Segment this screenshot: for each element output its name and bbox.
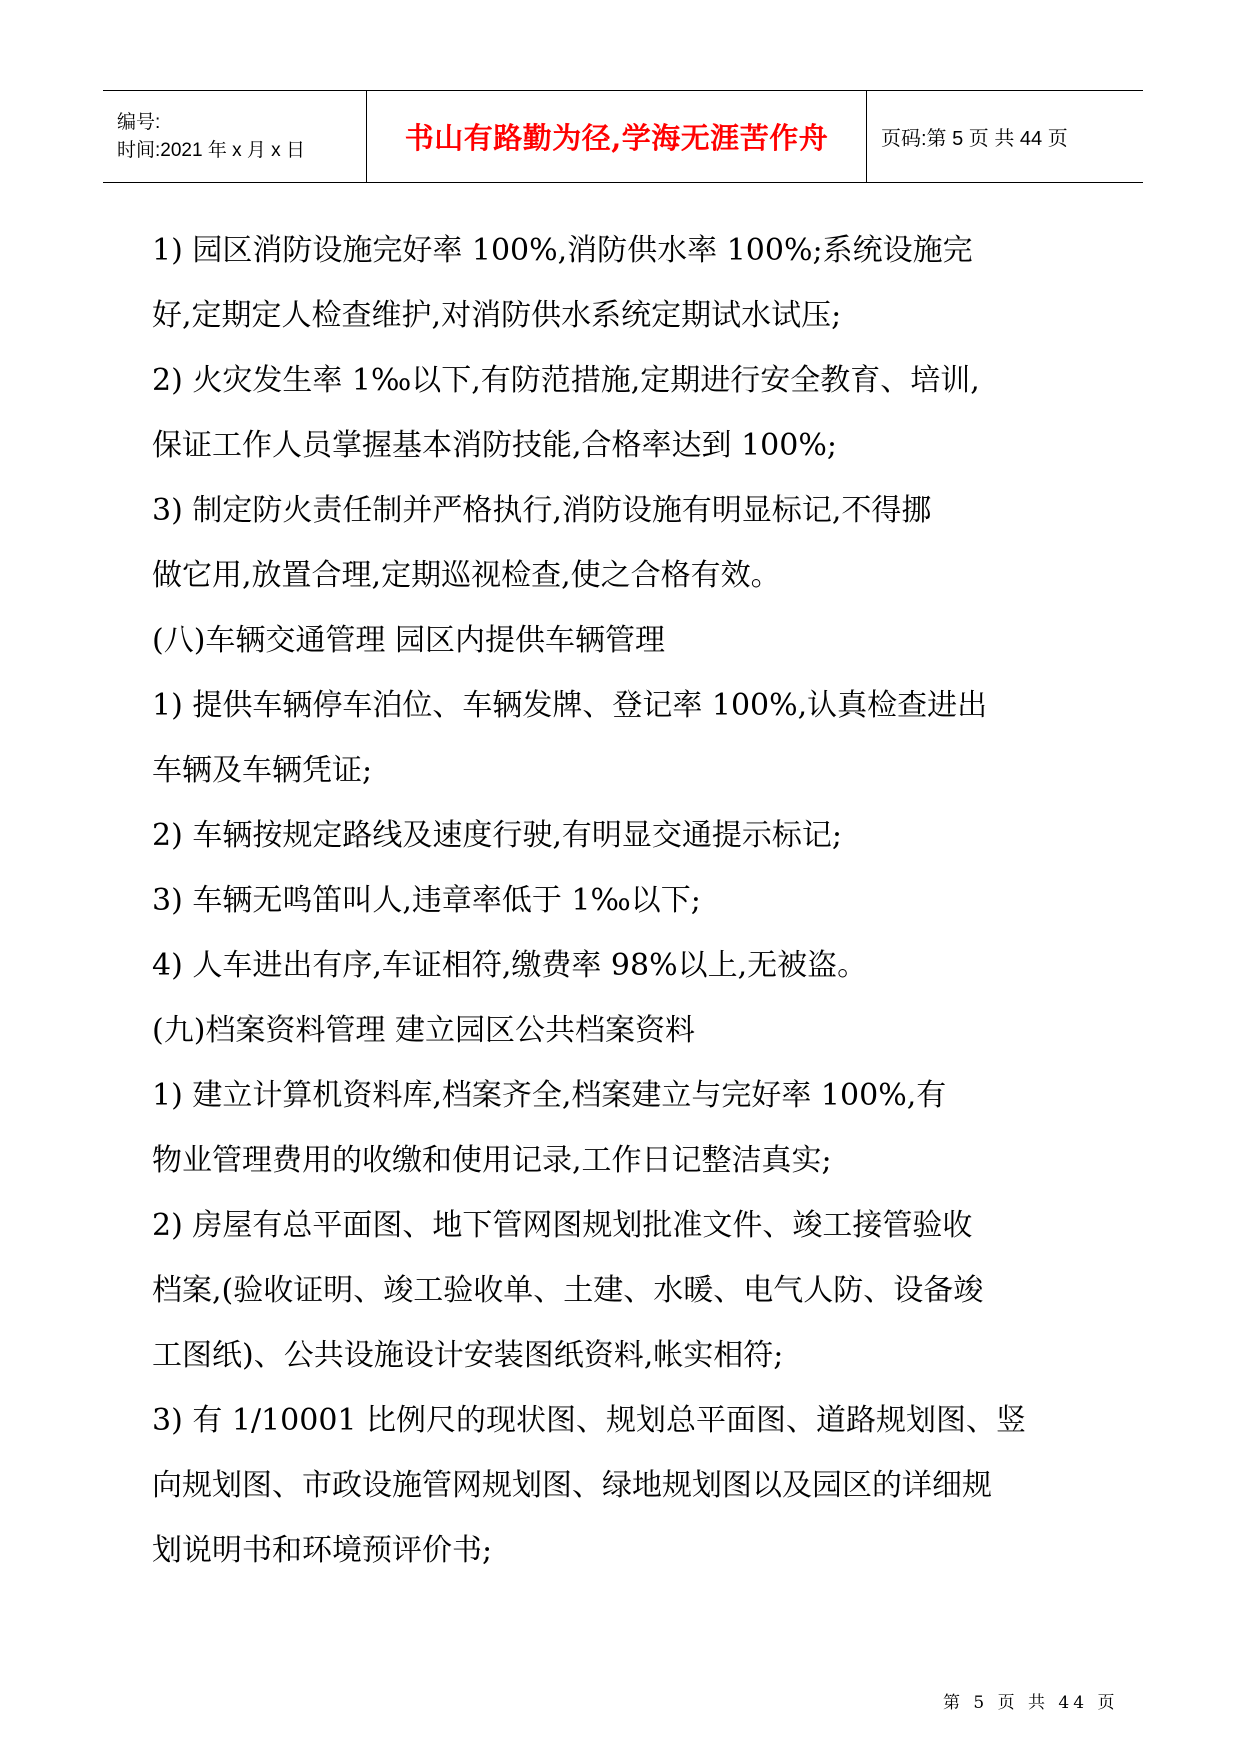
text-line: 向规划图、市政设施管网规划图、绿地规划图以及园区的详细规 — [152, 1468, 992, 1503]
text-line: 物业管理费用的收缴和使用记录,工作日记整洁真实; — [152, 1143, 832, 1178]
text-line: 1) 园区消防设施完好率 100%,消防供水率 100%;系统设施完 — [152, 233, 973, 268]
document-number: 编号: — [117, 111, 161, 133]
section-heading: (八)车辆交通管理 园区内提供车辆管理 — [152, 623, 665, 658]
text-line: 做它用,放置合理,定期巡视检查,使之合格有效。 — [152, 558, 781, 593]
body-text — [152, 218, 1112, 1583]
header-motto: 书山有路勤为径,学海无涯苦作舟 — [404, 121, 829, 155]
header-motto-cell — [367, 91, 867, 182]
text-line: 划说明书和环境预评价书; — [152, 1533, 493, 1568]
text-line: 工图纸)、公共设施设计安装图纸资料,帐实相符; — [152, 1338, 784, 1373]
text-line: 1) 提供车辆停车泊位、车辆发牌、登记率 100%,认真检查进出 — [152, 688, 988, 723]
text-line: 4) 人车进出有序,车证相符,缴费率 98%以上,无被盗。 — [152, 948, 868, 983]
text-line: 2) 车辆按规定路线及速度行驶,有明显交通提示标记; — [152, 818, 842, 853]
text-line: 3) 车辆无鸣笛叫人,违章率低于 1‰以下; — [152, 883, 701, 918]
page-header — [103, 90, 1143, 183]
text-line: 车辆及车辆凭证; — [152, 753, 373, 788]
text-line: 3) 有 1/10001 比例尺的现状图、规划总平面图、道路规划图、竖 — [152, 1403, 1027, 1438]
document-date: 时间:2021 年 x 月 x 日 — [117, 139, 305, 161]
text-line: 2) 火灾发生率 1‰以下,有防范措施,定期进行安全教育、培训, — [152, 363, 980, 398]
header-meta — [103, 91, 367, 182]
page-footer: 第 5 页 共 44 页 — [943, 1693, 1119, 1713]
section-heading: (九)档案资料管理 建立园区公共档案资料 — [152, 1013, 695, 1048]
text-line: 1) 建立计算机资料库,档案齐全,档案建立与完好率 100%,有 — [152, 1078, 947, 1113]
header-page-number: 页码:第 5 页 共 44 页 — [881, 128, 1068, 150]
text-line: 2) 房屋有总平面图、地下管网图规划批准文件、竣工接管验收 — [152, 1208, 973, 1243]
text-line: 档案,(验收证明、竣工验收单、土建、水暖、电气人防、设备竣 — [152, 1273, 984, 1308]
text-line: 3) 制定防火责任制并严格执行,消防设施有明显标记,不得挪 — [152, 493, 932, 528]
text-line: 保证工作人员掌握基本消防技能,合格率达到 100%; — [152, 428, 837, 463]
text-line: 好,定期定人检查维护,对消防供水系统定期试水试压; — [152, 298, 842, 333]
